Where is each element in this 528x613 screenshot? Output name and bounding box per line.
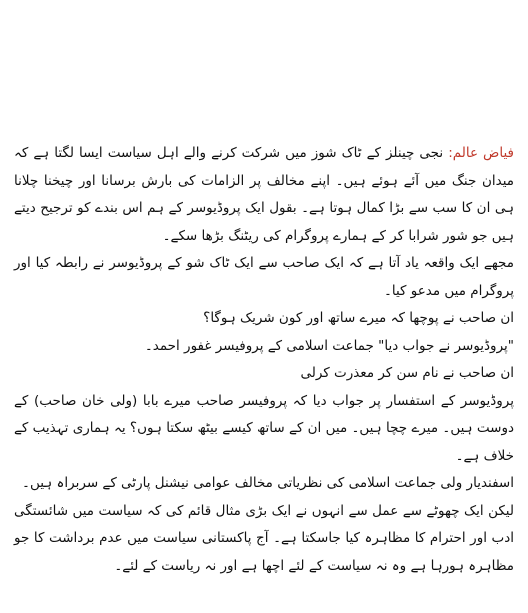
paragraph: پروڈیوسر کے استفسار پر جواب دیا کہ پروفیسر صاحب میرے بابا (ولی خان صاحب) کے دوست ہیں۔ میرے چچا ہیں۔ میں ان کے ساتھ کیسے بیٹھ سکتا ہوں؟ یہ ہماری تہذیب کے خلاف ہے۔	[14, 392, 514, 464]
article-body	[14, 140, 514, 580]
paragraph: ان صاحب نے نام سن کر معذرت کرلی	[300, 365, 514, 381]
paragraph: لیکن ایک چھوٹے سے عمل سے انہوں نے ایک بڑی مثال قائم کی کہ سیاست میں شائستگی ادب اور احترام کا مظاہرہ کیا جاسکتا ہے۔ آج پاکستانی سیاست میں عدم برداشت کا جو مظاہرہ ہورہا ہے وہ نہ سیاست کے لئے اچھا ہے اور نہ ریاست کے لئے۔	[14, 502, 514, 574]
intro-paragraph	[14, 140, 514, 250]
intro-text: نجی چینلز کے ٹاک شوز میں شرکت کرنے والے اہل سیاست ایسا لگتا ہے کہ میدان جنگ میں آئے ہوئے ہیں۔ اپنے مخالف پر الزامات کی بارش برسانا اور چیخنا چلانا ہی ان کا سب سے بڑا کمال ہوتا ہے۔ بقول ایک پروڈیوسر کے ہم اس بندے کو ترجیح دیتے ہیں جو شور شرابا کر کے ہمارے پروگرام کی ریٹنگ بڑھا سکے۔	[14, 145, 514, 244]
paragraph: "پروڈیوسر نے جواب دیا" جماعت اسلامی کے پروفیسر غفور احمد۔	[144, 337, 514, 354]
paragraph: اسفندیار ولی جماعت اسلامی کی نظریاتی مخالف عوامی نیشنل پارٹی کے سربراہ ہیں۔	[22, 475, 514, 491]
paragraph: مجھے ایک واقعہ یاد آتا ہے کہ ایک صاحب سے ایک ٹاک شو کے پروڈیوسر نے رابطہ کیا اور پروگرام میں مدعو کیا۔	[14, 255, 514, 299]
paragraph: ان صاحب نے پوچھا کہ میرے ساتھ اور کون شریک ہوگا؟	[203, 310, 514, 326]
byline: فیاض عالم:	[448, 145, 515, 161]
